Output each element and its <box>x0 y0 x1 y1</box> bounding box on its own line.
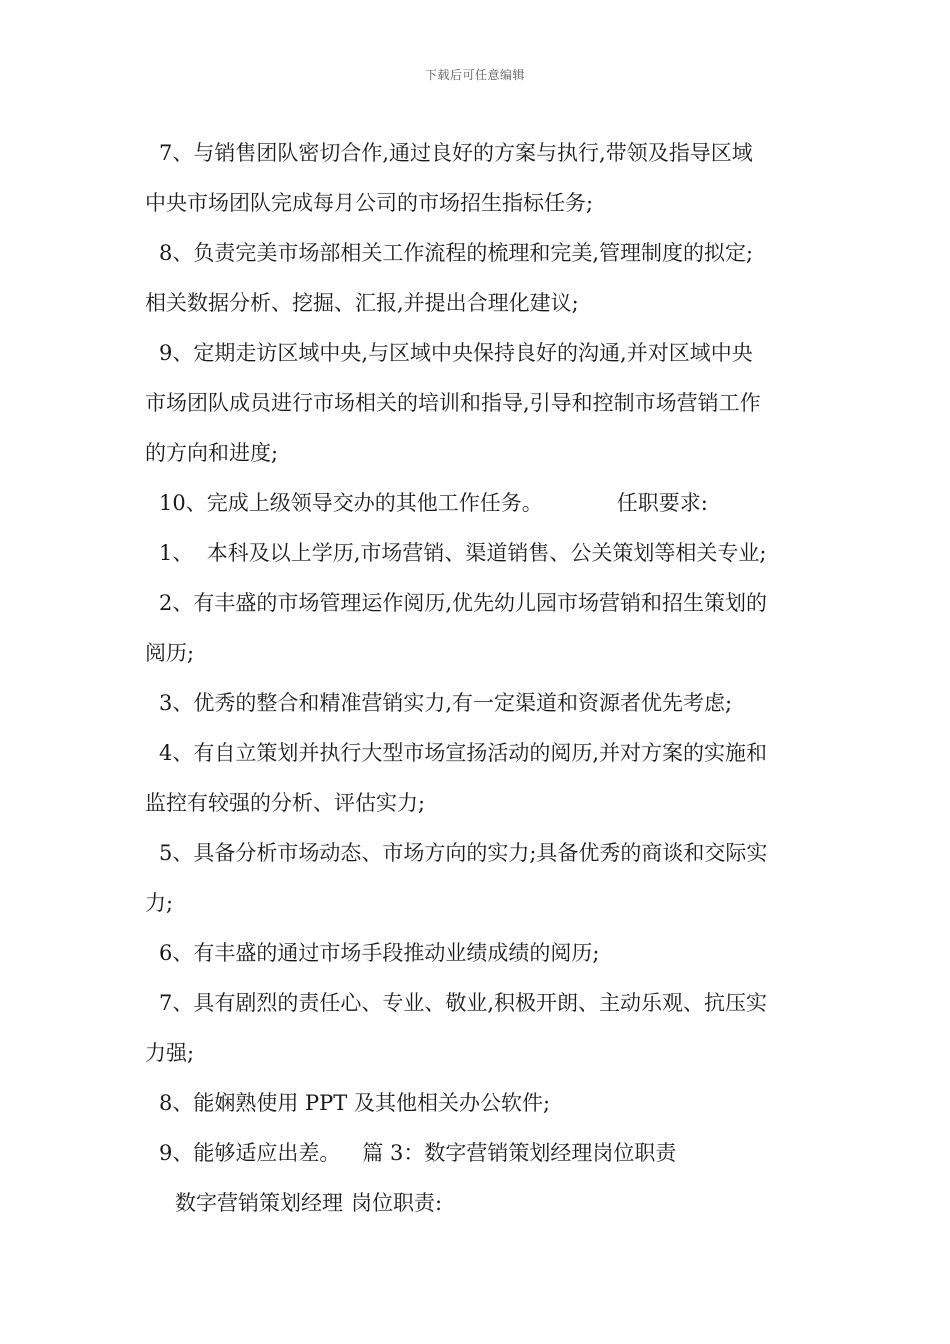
paragraph-line: 9、定期走访区域中央,与区域中央保持良好的沟通,并对区域中央 <box>159 341 753 365</box>
paragraph-line <box>145 1128 810 1178</box>
paragraph-line: 6、有丰盛的通过市场手段推动业绩成绩的阅历; <box>159 941 600 965</box>
page-header: 下载后可任意编辑 <box>424 68 525 82</box>
paragraph-line: 市场团队成员进行市场相关的培训和指导,引导和控制市场营销工作 <box>145 391 761 415</box>
paragraph-line: 中央市场团队完成每月公司的市场招生指标任务; <box>145 191 594 215</box>
paragraph-line: 监控有较强的分析、评估实力; <box>145 791 426 815</box>
paragraph-line: 7、具有剧烈的责任心、专业、敬业,积极开朗、主动乐观、抗压实 <box>159 991 768 1015</box>
paragraph-line: 力; <box>145 891 174 915</box>
paragraph-line: 的方向和进度; <box>145 441 279 465</box>
section-title: 数字营销策划经理 <box>175 1191 343 1215</box>
paragraph-line: 2、有丰盛的市场管理运作阅历,优先幼儿园市场营销和招生策划的 <box>159 591 768 615</box>
paragraph-text: 10、完成上级领导交办的其他工作任务。 <box>159 491 543 515</box>
paragraph-line: 5、具备分析市场动态、市场方向的实力;具备优秀的商谈和交际实 <box>159 841 768 865</box>
paragraph-line: 3、优秀的整合和精准营销实力,有一定渠道和资源者优先考虑; <box>159 691 733 715</box>
paragraph-line <box>145 478 810 528</box>
section-heading: 任职要求: <box>616 491 708 515</box>
paragraph-line: 7、与销售团队密切合作,通过良好的方案与执行,带领及指导区域 <box>159 141 753 165</box>
paragraph-line: 相关数据分析、挖掘、汇报,并提出合理化建议; <box>145 291 579 315</box>
paragraph-line: 8、能娴熟使用 PPT 及其他相关办公软件; <box>159 1091 551 1115</box>
section-heading: 篇 3：数字营销策划经理岗位职责 <box>362 1141 677 1165</box>
paragraph-line: 4、有自立策划并执行大型市场宣扬活动的阅历,并对方案的实施和 <box>159 741 768 765</box>
paragraph-line: 8、负责完美市场部相关工作流程的梳理和完美,管理制度的拟定; <box>159 241 754 265</box>
paragraph-text: 9、能够适应出差。 <box>159 1141 341 1165</box>
paragraph-line <box>145 1178 810 1228</box>
paragraph-line: 1、 本科及以上学历,市场营销、渠道销售、公关策划等相关专业; <box>159 541 767 565</box>
section-subtitle: 岗位职责: <box>351 1191 443 1215</box>
document-body <box>145 128 810 1228</box>
paragraph-line: 力强; <box>145 1041 195 1065</box>
paragraph-line: 阅历; <box>145 641 195 665</box>
